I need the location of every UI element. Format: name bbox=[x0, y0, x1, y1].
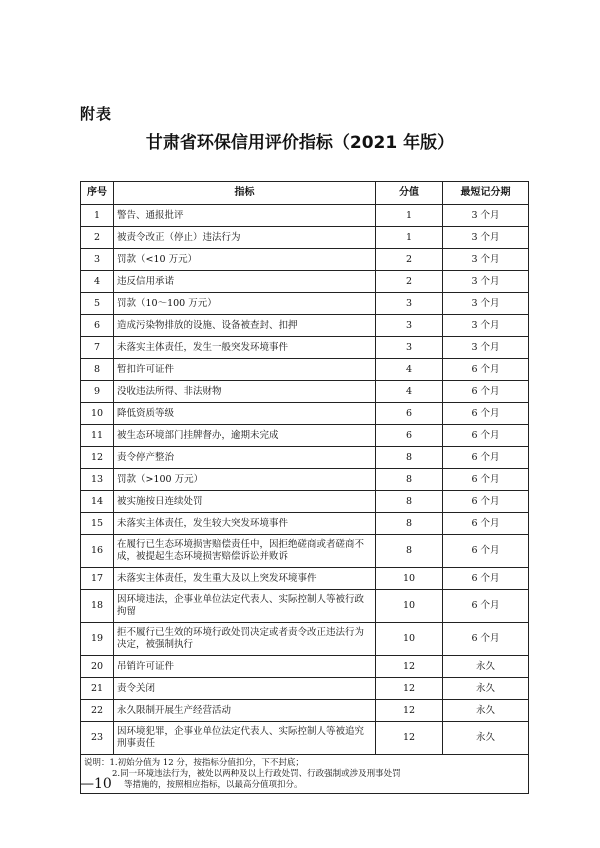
cell-score: 10 bbox=[376, 623, 443, 656]
cell-period: 6 个月 bbox=[443, 623, 529, 656]
cell-score: 3 bbox=[376, 337, 443, 359]
table-body bbox=[81, 205, 529, 755]
column-header-period: 最短记分期 bbox=[443, 182, 529, 205]
cell-score: 8 bbox=[376, 513, 443, 535]
cell-no: 20 bbox=[81, 656, 114, 678]
table-row bbox=[81, 568, 529, 590]
indicator-table bbox=[80, 181, 529, 794]
column-header-indicator: 指标 bbox=[114, 182, 376, 205]
cell-no: 1 bbox=[81, 205, 114, 227]
note-row bbox=[81, 755, 529, 794]
cell-indicator: 没收违法所得、非法财物 bbox=[114, 381, 376, 403]
cell-period: 3 个月 bbox=[443, 249, 529, 271]
note-line-2: 2.同一环境违法行为，被处以两种及以上行政处罚、行政强制或涉及刑事处罚 bbox=[112, 768, 401, 779]
cell-score: 3 bbox=[376, 315, 443, 337]
table-row bbox=[81, 381, 529, 403]
cell-score: 8 bbox=[376, 535, 443, 568]
cell-indicator: 未落实主体责任，发生较大突发环境事件 bbox=[114, 513, 376, 535]
cell-period: 6 个月 bbox=[443, 535, 529, 568]
cell-no: 7 bbox=[81, 337, 114, 359]
column-header-no: 序号 bbox=[81, 182, 114, 205]
table-row bbox=[81, 469, 529, 491]
cell-no: 3 bbox=[81, 249, 114, 271]
table-row bbox=[81, 656, 529, 678]
cell-indicator: 降低资质等级 bbox=[114, 403, 376, 425]
cell-indicator: 暂扣许可证件 bbox=[114, 359, 376, 381]
note-line-1: 说明：1.初始分值为 12 分，按指标分值扣分，下不封底； bbox=[84, 757, 304, 768]
cell-score: 12 bbox=[376, 700, 443, 722]
table-row bbox=[81, 447, 529, 469]
note-cell bbox=[81, 755, 529, 794]
cell-indicator: 罚款（>100 万元） bbox=[114, 469, 376, 491]
table-row bbox=[81, 337, 529, 359]
cell-score: 8 bbox=[376, 447, 443, 469]
cell-period: 永久 bbox=[443, 656, 529, 678]
cell-no: 2 bbox=[81, 227, 114, 249]
cell-no: 15 bbox=[81, 513, 114, 535]
cell-period: 3 个月 bbox=[443, 315, 529, 337]
cell-score: 1 bbox=[376, 205, 443, 227]
cell-period: 3 个月 bbox=[443, 205, 529, 227]
cell-period: 3 个月 bbox=[443, 293, 529, 315]
document-title: 甘肃省环保信用评价指标（2021 年版） bbox=[145, 133, 455, 153]
cell-period: 6 个月 bbox=[443, 447, 529, 469]
table-row bbox=[81, 315, 529, 337]
cell-no: 19 bbox=[81, 623, 114, 656]
cell-period: 6 个月 bbox=[443, 491, 529, 513]
table-header-row bbox=[81, 182, 529, 205]
cell-indicator: 未落实主体责任，发生一般突发环境事件 bbox=[114, 337, 376, 359]
table-row bbox=[81, 403, 529, 425]
cell-period: 永久 bbox=[443, 700, 529, 722]
cell-indicator: 吊销许可证件 bbox=[114, 656, 376, 678]
table-row bbox=[81, 425, 529, 447]
cell-no: 4 bbox=[81, 271, 114, 293]
cell-no: 18 bbox=[81, 590, 114, 623]
cell-period: 6 个月 bbox=[443, 403, 529, 425]
cell-no: 21 bbox=[81, 678, 114, 700]
cell-no: 14 bbox=[81, 491, 114, 513]
cell-period: 6 个月 bbox=[443, 381, 529, 403]
cell-no: 9 bbox=[81, 381, 114, 403]
cell-score: 10 bbox=[376, 590, 443, 623]
cell-no: 13 bbox=[81, 469, 114, 491]
cell-no: 22 bbox=[81, 700, 114, 722]
cell-score: 12 bbox=[376, 656, 443, 678]
table-row bbox=[81, 722, 529, 755]
cell-no: 12 bbox=[81, 447, 114, 469]
cell-period: 6 个月 bbox=[443, 469, 529, 491]
cell-period: 6 个月 bbox=[443, 425, 529, 447]
cell-indicator: 罚款（10～100 万元） bbox=[114, 293, 376, 315]
table-row bbox=[81, 227, 529, 249]
cell-score: 3 bbox=[376, 293, 443, 315]
table-row bbox=[81, 491, 529, 513]
table-row bbox=[81, 678, 529, 700]
cell-indicator: 永久限制开展生产经营活动 bbox=[114, 700, 376, 722]
note-line-3: 等措施的，按照相应指标，以最高分值项扣分。 bbox=[124, 779, 303, 790]
cell-indicator: 被生态环境部门挂牌督办，逾期未完成 bbox=[114, 425, 376, 447]
cell-no: 17 bbox=[81, 568, 114, 590]
cell-score: 12 bbox=[376, 678, 443, 700]
cell-period: 6 个月 bbox=[443, 590, 529, 623]
cell-indicator: 罚款（<10 万元） bbox=[114, 249, 376, 271]
cell-indicator: 被责令改正（停止）违法行为 bbox=[114, 227, 376, 249]
cell-indicator: 责令停产整治 bbox=[114, 447, 376, 469]
cell-period: 6 个月 bbox=[443, 568, 529, 590]
cell-score: 6 bbox=[376, 403, 443, 425]
cell-indicator: 因环境违法，企事业单位法定代表人、实际控制人等被行政拘留 bbox=[114, 590, 376, 623]
cell-score: 8 bbox=[376, 491, 443, 513]
cell-score: 2 bbox=[376, 249, 443, 271]
table-row bbox=[81, 700, 529, 722]
cell-no: 16 bbox=[81, 535, 114, 568]
cell-no: 6 bbox=[81, 315, 114, 337]
cell-period: 3 个月 bbox=[443, 271, 529, 293]
table-row bbox=[81, 535, 529, 568]
column-header-score: 分值 bbox=[376, 182, 443, 205]
cell-no: 10 bbox=[81, 403, 114, 425]
table-row bbox=[81, 205, 529, 227]
cell-period: 6 个月 bbox=[443, 359, 529, 381]
cell-no: 5 bbox=[81, 293, 114, 315]
cell-score: 4 bbox=[376, 359, 443, 381]
table-row bbox=[81, 293, 529, 315]
cell-score: 12 bbox=[376, 722, 443, 755]
cell-indicator: 违反信用承诺 bbox=[114, 271, 376, 293]
cell-no: 8 bbox=[81, 359, 114, 381]
cell-period: 永久 bbox=[443, 722, 529, 755]
cell-indicator: 被实施按日连续处罚 bbox=[114, 491, 376, 513]
cell-indicator: 拒不履行已生效的环境行政处罚决定或者责令改正违法行为决定，被强制执行 bbox=[114, 623, 376, 656]
table-row bbox=[81, 359, 529, 381]
cell-period: 3 个月 bbox=[443, 337, 529, 359]
cell-period: 永久 bbox=[443, 678, 529, 700]
cell-period: 3 个月 bbox=[443, 227, 529, 249]
cell-indicator: 在履行已生态环境损害赔偿责任中，因拒绝磋商或者磋商不成，被提起生态环境损害赔偿诉讼并败诉 bbox=[114, 535, 376, 568]
cell-indicator: 警告、通报批评 bbox=[114, 205, 376, 227]
table-row bbox=[81, 249, 529, 271]
cell-score: 1 bbox=[376, 227, 443, 249]
cell-score: 8 bbox=[376, 469, 443, 491]
cell-period: 6 个月 bbox=[443, 513, 529, 535]
cell-indicator: 责令关闭 bbox=[114, 678, 376, 700]
cell-score: 4 bbox=[376, 381, 443, 403]
table-row bbox=[81, 271, 529, 293]
cell-indicator: 造成污染物排放的设施、设备被查封、扣押 bbox=[114, 315, 376, 337]
cell-score: 10 bbox=[376, 568, 443, 590]
cell-indicator: 因环境犯罪，企事业单位法定代表人、实际控制人等被追究刑事责任 bbox=[114, 722, 376, 755]
cell-no: 11 bbox=[81, 425, 114, 447]
cell-score: 2 bbox=[376, 271, 443, 293]
table-row bbox=[81, 590, 529, 623]
table-row bbox=[81, 623, 529, 656]
table-row bbox=[81, 513, 529, 535]
cell-score: 6 bbox=[376, 425, 443, 447]
cell-no: 23 bbox=[81, 722, 114, 755]
page-number: —10 bbox=[80, 776, 112, 792]
appendix-label: 附表 bbox=[80, 105, 113, 123]
cell-indicator: 未落实主体责任，发生重大及以上突发环境事件 bbox=[114, 568, 376, 590]
